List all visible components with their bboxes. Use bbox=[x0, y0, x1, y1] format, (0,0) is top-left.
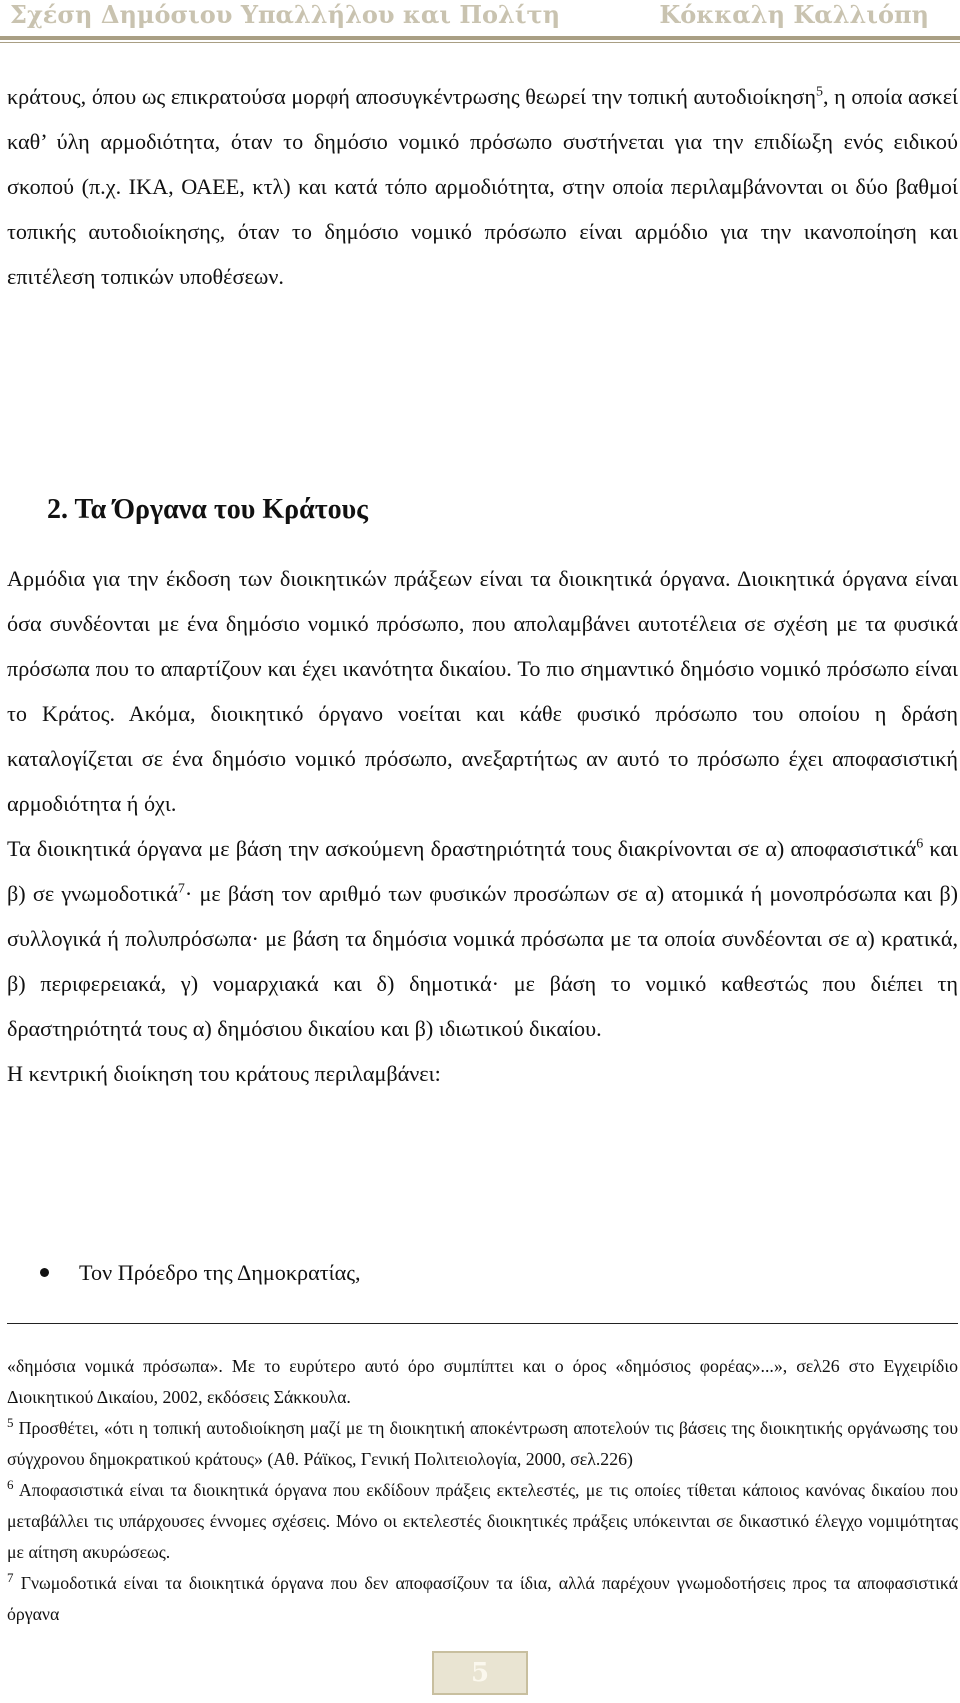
intro-text-b: , η οποία ασκεί καθ’ ύλη αρμοδιότητα, όταν το δημόσιο νομικό πρόσωπο συστήνεται για την επιδίωξη ενός ειδικού σκοπού (π.χ. ΙΚΑ, ΟΑΕΕ, κτλ) και κατά τόπο αρμοδιότητα, στην οποία περιλαμβάνονται οι δύο βαθμοί τοπικής αυτοδιοίκησης, όταν το δημόσιο νομικό πρόσωπο είναι αρμόδιο για την ικανοποίηση και επιτέλεση τοπικών υποθέσεων. bbox=[7, 84, 959, 289]
footnote-continuation: «δημόσια νομικά πρόσωπα». Με το ευρύτερο αυτό όρο συμπίπτει και ο όρος «δημόσιος φορέας»...», σελ26 στο Εγχειρίδιο Διοικητικού Δικαίου, 2002, εκδόσεις Σάκκουλα. bbox=[7, 1356, 958, 1407]
list-item bbox=[40, 1250, 361, 1295]
footnote-5-number: 5 bbox=[7, 1415, 14, 1431]
footnote-ref-5[interactable]: 5 bbox=[815, 84, 823, 100]
footnote-separator bbox=[7, 1323, 958, 1324]
footnote-6-text: Αποφασιστικά είναι τα διοικητικά όργανα που εκδίδουν πράξεις εκτελεστές, με τις οποίες τίθεται κάποιος κανόνας δικαίου που μεταβάλλει τις υπάρχουσες έννομες σχέσεις. Μόνο οι εκτελεστές διοικητικές πράξεις υπόκεινται σε δικαστικό έλεγχο νομιμότητας με αίτηση ακυρώσεως. bbox=[7, 1480, 958, 1562]
header-title: Σχέση Δημόσιου Υπαλλήλου και Πολίτη bbox=[10, 0, 561, 29]
header-rule bbox=[0, 36, 960, 40]
footnote-6-number: 6 bbox=[7, 1477, 14, 1493]
page-number: 5 bbox=[432, 1651, 528, 1695]
footnote-7-number: 7 bbox=[7, 1570, 14, 1586]
footnote-7-text: Γνωμοδοτικά είναι τα διοικητικά όργανα που δεν αποφασίζουν τα ίδια, αλλά παρέχουν γνωμοδοτήσεις προς τα αποφασιστικά όργανα bbox=[7, 1573, 958, 1624]
footnote-7 bbox=[7, 1568, 958, 1630]
para2-text-b: και β) σε γνωμοδοτικά bbox=[7, 836, 958, 906]
intro-text-a: κράτους, όπου ως επικρατούσα μορφή αποσυγκέντρωσης θεωρεί την τοπική αυτοδιοίκηση bbox=[7, 84, 816, 109]
header-rule-thin bbox=[0, 42, 960, 43]
footnote-ref-6[interactable]: 6 bbox=[916, 836, 924, 852]
footnote-5 bbox=[7, 1413, 958, 1475]
para2-text-a: Τα διοικητικά όργανα με βάση την ασκούμενη δραστηριότητά τους διακρίνονται σε α) αποφασιστικά bbox=[7, 836, 917, 861]
paragraph-central-admin: Η κεντρική διοίκηση του κράτους περιλαμβάνει: bbox=[7, 1061, 441, 1086]
intro-paragraph bbox=[7, 74, 958, 299]
paragraph-classification bbox=[7, 826, 958, 1051]
bullet-icon bbox=[40, 1268, 49, 1277]
list-item-text: Τον Πρόεδρο της Δημοκρατίας, bbox=[79, 1260, 361, 1285]
header-author: Κόκκαλη Καλλιόπη bbox=[659, 0, 929, 29]
paragraph-organs: Αρμόδια για την έκδοση των διοικητικών πράξεων είναι τα διοικητικά όργανα. Διοικητικά όργανα είναι όσα συνδέονται με ένα δημόσιο νομικό πρόσωπο, που απολαμβάνει αυτοτέλεια σε σχέση με τα φυσικά πρόσωπα που το απαρτίζουν και έχει ικανότητα δικαίου. Το πιο σημαντικό δημόσιο νομικό πρόσωπο είναι το Κράτος. Ακόμα, διοικητικό όργανο νοείται και κάθε φυσικό πρόσωπο του οποίου η δράση καταλογίζεται σε ένα δημόσιο νομικό πρόσωπο, ανεξαρτήτως αν αυτό το πρόσωπο έχει αποφασιστική αρμοδιότητα ή όχι. bbox=[7, 566, 958, 816]
para2-text-c: · με βάση τον αριθμό των φυσικών προσώπων σε α) ατομικά ή μονοπρόσωπα και β) συλλογικά ή πολυπρόσωπα· με βάση τα δημόσια νομικά πρόσωπα με τα οποία συνδέονται σε α) κρατικά, β) περιφερειακά, γ) νομαρχιακά και δ) δημοτικά· με βάση το νομικό καθεστώς που διέπει τη δραστηριότητά τους α) δημόσιου δικαίου και β) ιδιωτικού δικαίου. bbox=[7, 881, 958, 1041]
footnote-5-text: Προσθέτει, «ότι η τοπική αυτοδιοίκηση μαζί με τη διοικητική αποκέντρωση αποτελούν τις βάσεις της διοικητικής οργάνωσης του σύγχρονου δημοκρατικού κράτους» (Αθ. Ράϊκος, Γενική Πολιτειολογία, 2000, σελ.226) bbox=[7, 1418, 958, 1469]
main-body bbox=[7, 556, 958, 1096]
section-heading: 2. Τα Όργανα του Κράτους bbox=[47, 494, 368, 525]
footnote-ref-7[interactable]: 7 bbox=[177, 881, 185, 897]
page-header bbox=[0, 0, 960, 46]
footnotes bbox=[7, 1351, 958, 1630]
footnote-6 bbox=[7, 1475, 958, 1568]
